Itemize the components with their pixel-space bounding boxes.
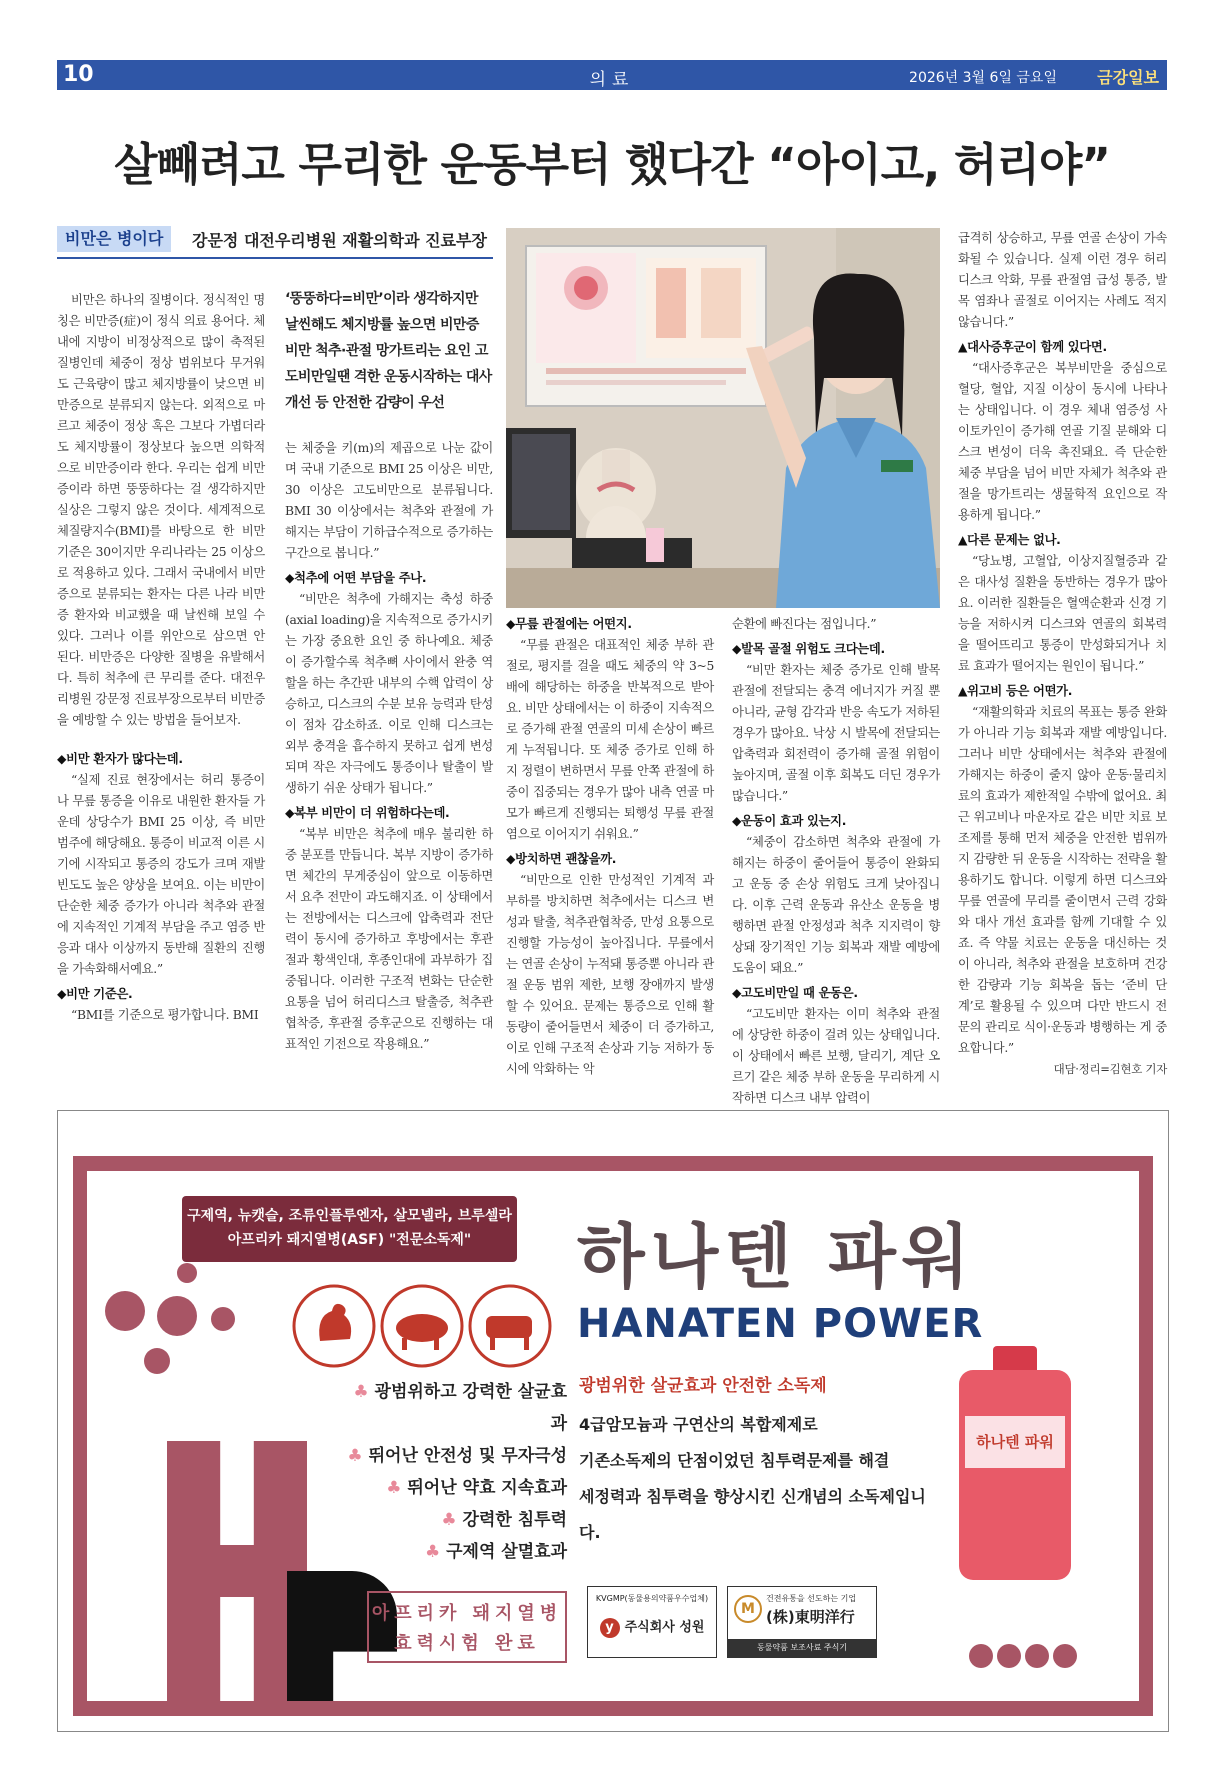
ad-feature-item: ♣ 뛰어난 약효 지속효과 <box>386 1478 567 1498</box>
paragraph: 순환에 빠진다는 점입니다.” <box>732 617 877 631</box>
article-column-1 <box>57 290 265 1095</box>
club-icon: ♣ <box>424 1542 447 1562</box>
ad-inner <box>87 1171 1139 1701</box>
ad-description-line: 4급암모늄과 구연산의 복합제제로 <box>579 1415 818 1434</box>
intro-paragraph: 비만은 하나의 질병이다. 정식적인 명칭은 비만증(症)이 정식 의료 용어다. 체내에 지방이 비정상적으로 많이 축적된 질병인데 체중이 정상 범위보다 무거워도 근육량이 많고 체지방률이 낮으면 비만증으로 분류되지 않는다. 외적으로 마르고 체중이 정상 혹은 그보다 가볍더라도 체지방률이 정상보다 높으면 의학적으로 비만증이라 한다. 우리는 쉽게 비만증이라 하면 뚱뚱하다는 걸 생각하지만 실상은 그렇지 않은 것이다. 세계적으로 체질량지수(BMI)를 바탕으로 한 비만 기준은 30이지만 우리나라는 25 이상으로 적용하고 있다. 그래서 국내에서 비만증으로 분류되는 환자는 다른 나라 비만증 환자와 비교했을 때 날씬해 보일 수 있다. 그러나 이를 위안으로 삼으면 안 된다. 비만증은 다양한 질병을 유발해서다. 특히 척추에 큰 무리를 준다. 대전우리병원 강문정 진료부장으로부터 비만증을 예방할 수 있는 방법을 들어보자. <box>57 293 265 727</box>
series-tag: 비만은 병이다 <box>57 226 171 252</box>
ad-decorative-dots <box>97 1261 247 1411</box>
ad-feature-item: ♣ 구제역 살멸효과 <box>424 1542 567 1562</box>
ad-product-bottle <box>955 1346 1075 1581</box>
ad-feature-item: ♣ 강력한 침투력 <box>441 1510 567 1530</box>
bottle-cap <box>993 1346 1037 1370</box>
question: ◆비만 환자가 많다는데. <box>57 752 183 766</box>
answer: “실제 진료 현장에서는 허리 통증이나 무릎 통증을 이유로 내원한 환자들 가운데 상당수가 BMI 25 이상, 즉 비만 범주에 해당해요. 통증이 비교적 이른 시기에 시작되고 통증의 강도가 크며 재발 빈도도 높은 양상을 보여요. 이는 비만이 단순한 체중 증가가 아니라 척추와 관절에 지속적인 기계적 부담을 주고 염증 반응과 대사 이상까지 동반해 질환의 진행을 가속화해서예요.” <box>57 773 265 976</box>
company-2-name: (株)東明洋行 <box>766 1608 855 1626</box>
club-icon: ♣ <box>353 1382 375 1402</box>
question: ◆발목 골절 위험도 크다는데. <box>732 642 885 656</box>
answer: “복부 비만은 척추에 매우 불리한 하중 분포를 만듭니다. 복부 지방이 증가하면 체간의 무게중심이 앞으로 이동하면서 요추 전만이 과도해지죠. 이 상태에서는 전방에서는 디스크에 압축력과 전단력이 동시에 증가하고 후방에서는 후관절과 황색인대, 후종인대에 과부하가 집중됩니다. 이러한 구조적 변화는 단순한 요통을 넘어 허리디스크 탈출증, 척추관협착증, 후관절 증후군으로 진행하는 대표적인 기전으로 작용해요.” <box>285 827 493 1051</box>
ad-company-2 <box>727 1586 877 1658</box>
ad-hp-text <box>87 1171 88 1172</box>
section-name: 의료 <box>589 70 635 90</box>
ad-brand-korean: 하나텐 파워 <box>577 1216 976 1298</box>
headline: 살빼려고 무리한 운동부터 했다간 “아이고, 허리야” <box>114 138 1110 191</box>
article-column-2 <box>285 438 493 1098</box>
question: ◆고도비만일 때 운동은. <box>732 986 858 1000</box>
company-2-logo-icon: M <box>734 1595 762 1623</box>
ad-hp-logo <box>167 1421 347 1701</box>
company-2-tagline: 건전유통을 선도하는 기업 <box>766 1594 857 1603</box>
ad-description-line: 기존소독제의 단점이었던 침투력문제를 해결 <box>579 1451 890 1470</box>
club-icon: ♣ <box>441 1510 463 1530</box>
answer: “당뇨병, 고혈압, 이상지질혈증과 같은 대사성 질환을 동반하는 경우가 많아요. 이러한 질환들은 혈액순환과 신경 기능을 저하시켜 디스크와 연골의 회복력을 떨어뜨리고 통증이 만성화되거나 치료 효과가 떨어지는 원인이 됩니다.” <box>958 554 1167 673</box>
page-number: 10 <box>63 62 94 87</box>
question: ◆방치하면 괜찮을까. <box>506 852 617 866</box>
question: ◆척추에 어떤 부담을 주나. <box>285 571 427 585</box>
answer: “대사증후군은 복부비만을 중심으로 혈당, 혈압, 지질 이상이 동시에 나타나는 상태입니다. 이 경우 체내 염증성 사이토카인이 증가해 연골 기질 분해와 디스크 변성이 더욱 촉진돼요. 즉 단순한 체중 부담을 넘어 비만 자체가 척추와 관절을 망가트리는 생물학적 요인으로 작용하게 됩니다.” <box>958 361 1167 522</box>
ad-asf-line-1: 아프리카 돼지열병 <box>371 1603 563 1624</box>
ad-feature-item: ♣ 뛰어난 안전성 및 무자극성 <box>347 1446 567 1466</box>
article-column-5 <box>958 228 1167 1100</box>
article-photo <box>506 228 940 608</box>
ad-description <box>579 1407 939 1551</box>
newspaper-name: 금강일보 <box>1097 68 1159 87</box>
ad-banner-line-1: 구제역, 뉴캣슬, 조류인플루엔자, 살모넬라, 브루셀라 <box>187 1208 512 1224</box>
company-1-badge: KVGMP(동물용의약품우수업체) <box>595 1594 709 1603</box>
byline: 강문정 대전우리병원 재활의학과 진료부장 <box>192 231 487 250</box>
company-1-logo-icon: y <box>600 1618 620 1638</box>
question: ▲대사증후군이 함께 있다면. <box>958 340 1107 354</box>
paragraph: 는 체중을 키(m)의 제곱으로 나눈 값이며 국내 기준으로 BMI 25 이상은 비만, 30 이상은 고도비만으로 분류됩니다. BMI 30 이상에서는 척추와 관절에 가해지는 부담이 기하급수적으로 증가하는 구간으로 봅니다.” <box>285 441 493 560</box>
ad-asf-box <box>367 1591 567 1663</box>
answer: “비만으로 인한 만성적인 기계적 과부하를 방치하면 척추에서는 디스크 변성과 탈출, 척추관협착증, 만성 요통으로 진행할 가능성이 높아집니다. 무릎에서는 연골 손상이 누적돼 통증뿐 아니라 관절 운동 범위 제한, 보행 장애까지 발생할 수 있어요. 문제는 통증으로 인해 활동량이 줄어들면서 체중이 더 증가하고, 이로 인해 구조적 손상과 기능 저하가 동시에 악화하는 악 <box>506 873 714 1076</box>
club-icon: ♣ <box>386 1478 408 1498</box>
ad-asf-line-2: 효력시험 완료 <box>394 1633 540 1654</box>
ad-bottom-dots <box>967 1641 1077 1671</box>
ad-brand-english: HANATEN POWER <box>577 1301 984 1347</box>
article-column-4 <box>732 614 940 1105</box>
answer: “재활의학과 치료의 목표는 통증 완화가 아니라 기능 회복과 재발 예방입니다. 그러나 비만 상태에서는 척추와 관절에 가해지는 하중이 줄지 않아 운동·물리치료의 효과가 제한적일 수밖에 없어요. 최근 위고비나 마운자로 같은 비만 치료 보조제를 통해 먼저 체중을 안전한 범위까지 감량한 뒤 운동을 시작하는 전략을 활용하기도 합니다. 이렇게 하면 디스크와 무릎 연골에 무리를 줄이면서 근력 강화와 대사 개선 효과를 함께 기대할 수 있죠. 즉 약물 치료는 운동을 대신하는 것이 아니라, 척추와 관절을 보호하며 건강한 감량과 기능 회복을 돕는 ‘준비 단계’로 활용될 수 있으며 다만 반드시 전문의 관리로 식이·운동과 병행하는 게 중요합니다.” <box>958 705 1167 1055</box>
question: ▲다른 문제는 없나. <box>958 533 1061 547</box>
company-2-sub: 동물약품 보조사료 주식기 <box>728 1639 876 1657</box>
reporter-credit: 대담·정리=김현호 기자 <box>1053 1062 1167 1076</box>
club-icon: ♣ <box>347 1446 369 1466</box>
ad-feature-list <box>337 1376 567 1568</box>
question: ◆운동이 효과 있는지. <box>732 814 847 828</box>
doctor-photo-illustration <box>506 228 940 608</box>
answer: “무릎 관절은 대표적인 체중 부하 관절로, 평지를 걸을 때도 체중의 약 3~5배에 해당하는 하중을 반복적으로 받아요. 비만 상태에서는 이 하중이 지속적으로 증가해 관절 연골의 미세 손상이 빠르게 누적됩니다. 또 체중 증가로 인해 하지 정렬이 변하면서 무릎 안쪽 관절에 하중이 집중되는 경우가 많아 내측 연골 마모가 빠르게 진행되는 퇴행성 무릎 관절염으로 이어지기 쉬워요.” <box>506 638 714 841</box>
ad-hp-letter-h <box>167 1441 307 1701</box>
ad-feature-item: ♣ 광범위하고 강력한 살균효과 <box>353 1382 567 1434</box>
ad-description-line: 세정력과 침투력을 향상시킨 신개념의 소독제입니다. <box>579 1487 926 1542</box>
bottle-body <box>959 1370 1071 1580</box>
ad-frame <box>73 1156 1153 1716</box>
subheadline: ‘뚱뚱하다=비만’이라 생각하지만 날씬해도 체지방률 높으면 비만증 비만 척추·관절 망가트리는 요인 고도비만일땐 격한 운동시작하는 대사개선 등 안전한 감량이 우선 <box>285 291 492 411</box>
question: ▲위고비 등은 어떤가. <box>958 684 1073 698</box>
byline-rule <box>57 257 493 259</box>
question: ◆무릎 관절에는 어떤지. <box>506 617 632 631</box>
question: ◆비만 기준은. <box>57 987 133 1001</box>
advertisement <box>57 1110 1169 1732</box>
bottle-label: 하나텐 파워 <box>965 1416 1065 1468</box>
question: ◆복부 비만이 더 위험하다는데. <box>285 806 450 820</box>
ad-company-1 <box>587 1586 717 1658</box>
ad-animal-icons <box>292 1281 552 1371</box>
ad-top-banner <box>182 1196 517 1262</box>
answer: “체중이 감소하면 척추와 관절에 가해지는 하중이 줄어들어 통증이 완화되고 운동 중 손상 위험도 크게 낮아집니다. 이후 근력 운동과 유산소 운동을 병행하면 관절 안정성과 척추 지지력이 향상돼 장기적인 기능 회복과 재발 예방에 도움이 돼요.” <box>732 835 940 975</box>
answer: “비만은 척추에 가해지는 축성 하중(axial loading)을 지속적으로 증가시키는 가장 중요한 요인 중 하나예요. 체중이 증가할수록 척추뼈 사이에서 완충 역할을 하는 추간판 내부의 수핵 압력이 상승하고, 디스크의 수분 보유 능력과 탄성이 점차 감소하죠. 이로 인해 디스크는 외부 충격을 흡수하지 못하고 쉽게 변성되며 작은 자극에도 통증이나 탈출이 발생하기 쉬운 상태가 됩니다.” <box>285 592 493 795</box>
paragraph: 급격히 상승하고, 무릎 연골 손상이 가속화될 수 있습니다. 실제 이런 경우 허리디스크 악화, 무릎 관절염 급성 통증, 발목 염좌나 골절로 이어지는 사례도 적지 않습니다.” <box>958 231 1167 329</box>
page-header <box>57 60 1167 90</box>
ad-banner-line-2: 아프리카 돼지열병(ASF) "전문소독제" <box>227 1232 472 1248</box>
answer: “고도비만 환자는 이미 척추와 관절에 상당한 하중이 걸려 있는 상태입니다. 이 상태에서 빠른 보행, 달리기, 계단 오르기 같은 체중 부하 운동을 무리하게 시작하면 디스크 내부 압력이 <box>732 1007 940 1105</box>
issue-date: 2026년 3월 6일 금요일 <box>909 70 1057 86</box>
answer: “BMI를 기준으로 평가합니다. BMI <box>71 1008 259 1022</box>
answer: “비만 환자는 체중 증가로 인해 발목 관절에 전달되는 충격 에너지가 커질 뿐 아니라, 균형 감각과 반응 속도가 저하된 경우가 많아요. 낙상 시 발목에 전달되는 압축력과 회전력이 증가해 골절 위험이 높아지며, 골절 이후 회복도 더딘 경우가 많습니다.” <box>732 663 940 803</box>
ad-description-title: 광범위한 살균효과 안전한 소독제 <box>579 1376 827 1396</box>
company-1-name: 주식회사 성원 <box>624 1620 705 1635</box>
article-column-3 <box>506 614 714 1098</box>
